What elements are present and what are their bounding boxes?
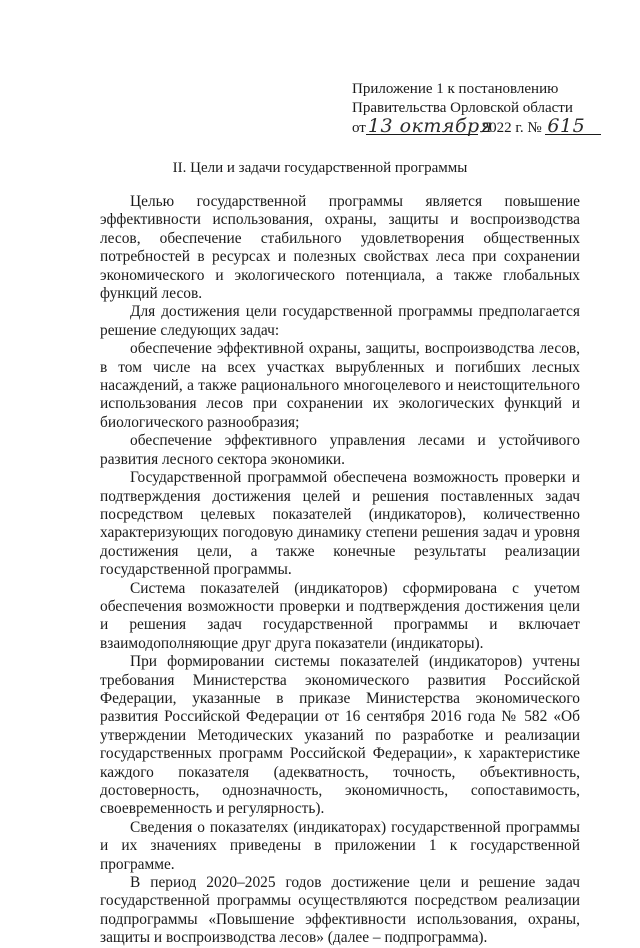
appendix-line-2: Правительства Орловской области (352, 100, 573, 116)
appendix-line-1: Приложение 1 к постановлению (352, 81, 559, 97)
paragraph: При формировании системы показателей (индикаторов) учтены требования Министерства экономического развития Российской Федерации, указанные в приказе Министерства экономического развития Российской Федерации от 16 сентября 2016 года № 582 «Об утверждении Методических указаний по разработке и реализации государственных программ Российской Федерации», к характеристике каждого показателя (адекватность, точность, объективность, достоверность, однозначность, экономичность, сопоставимость, своевременность и регулярность). (100, 653, 580, 818)
handwritten-number: 615 (545, 118, 601, 135)
paragraph: В период 2020–2025 годов достижение цели и решение задач государственной программы осуществляются посредством реализации подпрограммы «Повышение эффективности использования, охраны, защиты и воспроизводства лесов» (далее – подпрограмма). (100, 874, 580, 947)
paragraph: Целью государственной программы является повышение эффективности использования, охраны, защиты и воспроизводства лесов, обеспечение стабильного удовлетворения общественных потребностей в ресурсах и полезных свойствах леса при сохранении экономического и экологического потенциала, а также глобальных функций лесов. (100, 193, 580, 303)
paragraph: обеспечение эффективного управления лесами и устойчивого развития лесного сектора экономики. (100, 432, 580, 468)
document-body (100, 193, 580, 948)
handwritten-date: 13 октября (367, 115, 493, 137)
paragraph: Государственной программой обеспечена возможность проверки и подтверждения достижения целей и решения поставленных задач посредством целевых показателей (индикаторов), количественно характеризующих погодовую динамику степени решения задач и уровня достижения цели, а также конечные результаты реализации государственной программы. (100, 469, 580, 579)
section-title: II. Цели и задачи государственной программы (172, 160, 468, 176)
paragraph: Для достижения цели государственной программы предполагается решение следующих задач: (100, 303, 580, 339)
appendix-header (352, 80, 602, 138)
year-label: 2022 г. № (481, 120, 542, 136)
paragraph: Сведения о показателях (индикаторах) государственной программы и их значениях приведены в приложении 1 к государственной программе. (100, 818, 580, 873)
paragraph: Система показателей (индикаторов) сформирована с учетом обеспечения возможности проверки и подтверждения достижения цели и решения задач государственной программы и включает взаимодополняющие друг друга показатели (индикаторы). (100, 579, 580, 652)
appendix-line-3 (352, 115, 602, 138)
date-prefix: от (352, 120, 366, 136)
paragraph: обеспечение эффективной охраны, защиты, воспроизводства лесов, в том числе на всех участках вырубленных и погибших лесных насаждений, а также рационального многоцелевого и неистощительного использования лесов при сохранении их экологических функций и биологического разнообразия; (100, 340, 580, 431)
